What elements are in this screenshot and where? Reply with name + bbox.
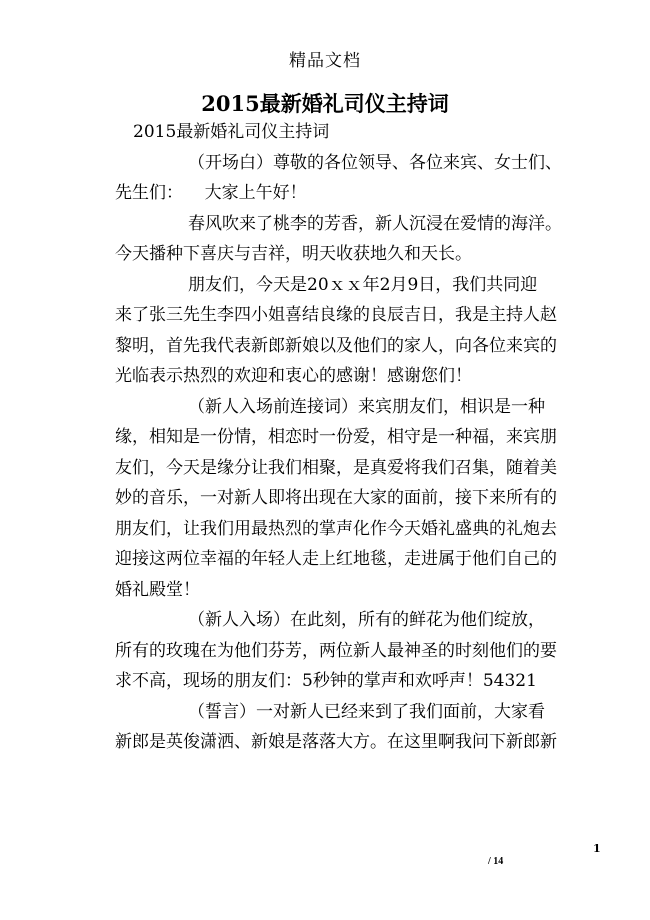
document-body — [115, 117, 593, 758]
body-line: 所有的玫瑰在为他们芬芳，两位新人最神圣的时刻他们的要 — [115, 640, 557, 661]
body-line: （开场白）尊敬的各位领导、各位来宾、女士们、 — [188, 152, 562, 173]
body-line: 迎接这两位幸福的年轻人走上红地毯，走进属于他们自己的 — [115, 549, 557, 569]
body-line: 友们，今天是缘分让我们相聚，是真爱将我们召集，随着美 — [115, 457, 557, 478]
page-total: / 14 — [488, 856, 504, 867]
body-line: 朋友们，今天是20ｘｘ年2月9日，我们共同迎 — [188, 274, 538, 295]
body-line: 求不高，现场的朋友们：5秒钟的掌声和欢呼声！54321 — [115, 671, 537, 691]
body-line: 婚礼殿堂！ — [115, 579, 200, 600]
body-line: 先生们： 大家上午好！ — [115, 183, 307, 203]
body-line: 缘，相知是一份情，相恋时一份爱，相守是一种福，来宾朋 — [115, 427, 557, 447]
body-line: 今天播种下喜庆与吉祥，明天收获地久和天长。 — [115, 244, 472, 264]
body-line: 来了张三先生李四小姐喜结良缘的良辰吉日，我是主持人赵 — [115, 305, 557, 325]
page-number: 1 — [593, 842, 601, 855]
body-line: 妙的音乐，一对新人即将出现在大家的面前，接下来所有的 — [115, 488, 557, 508]
document-title: 2015最新婚礼司仪主持词 — [201, 91, 449, 116]
body-line: （新人入场）在此刻，所有的鲜花为他们绽放， — [188, 610, 545, 630]
body-line: 朋友们，让我们用最热烈的掌声化作今天婚礼盛典的礼炮去 — [115, 518, 557, 539]
body-line: 2015最新婚礼司仪主持词 — [133, 122, 330, 142]
body-line: 春风吹来了桃李的芳香，新人沉浸在爱情的海洋。 — [188, 213, 562, 234]
page-header: 精品文档 — [289, 51, 361, 71]
body-line: 黎明，首先我代表新郎新娘以及他们的家人，向各位来宾的 — [115, 335, 557, 356]
body-line: 新郎是英俊潇洒、新娘是落落大方。在这里啊我问下新郎新 — [115, 732, 557, 752]
body-line: 光临表示热烈的欢迎和衷心的感谢！感谢您们！ — [115, 366, 472, 386]
body-line: （新人入场前连接词）来宾朋友们，相识是一种 — [188, 396, 545, 417]
body-line: （誓言）一对新人已经来到了我们面前，大家看 — [188, 701, 545, 722]
